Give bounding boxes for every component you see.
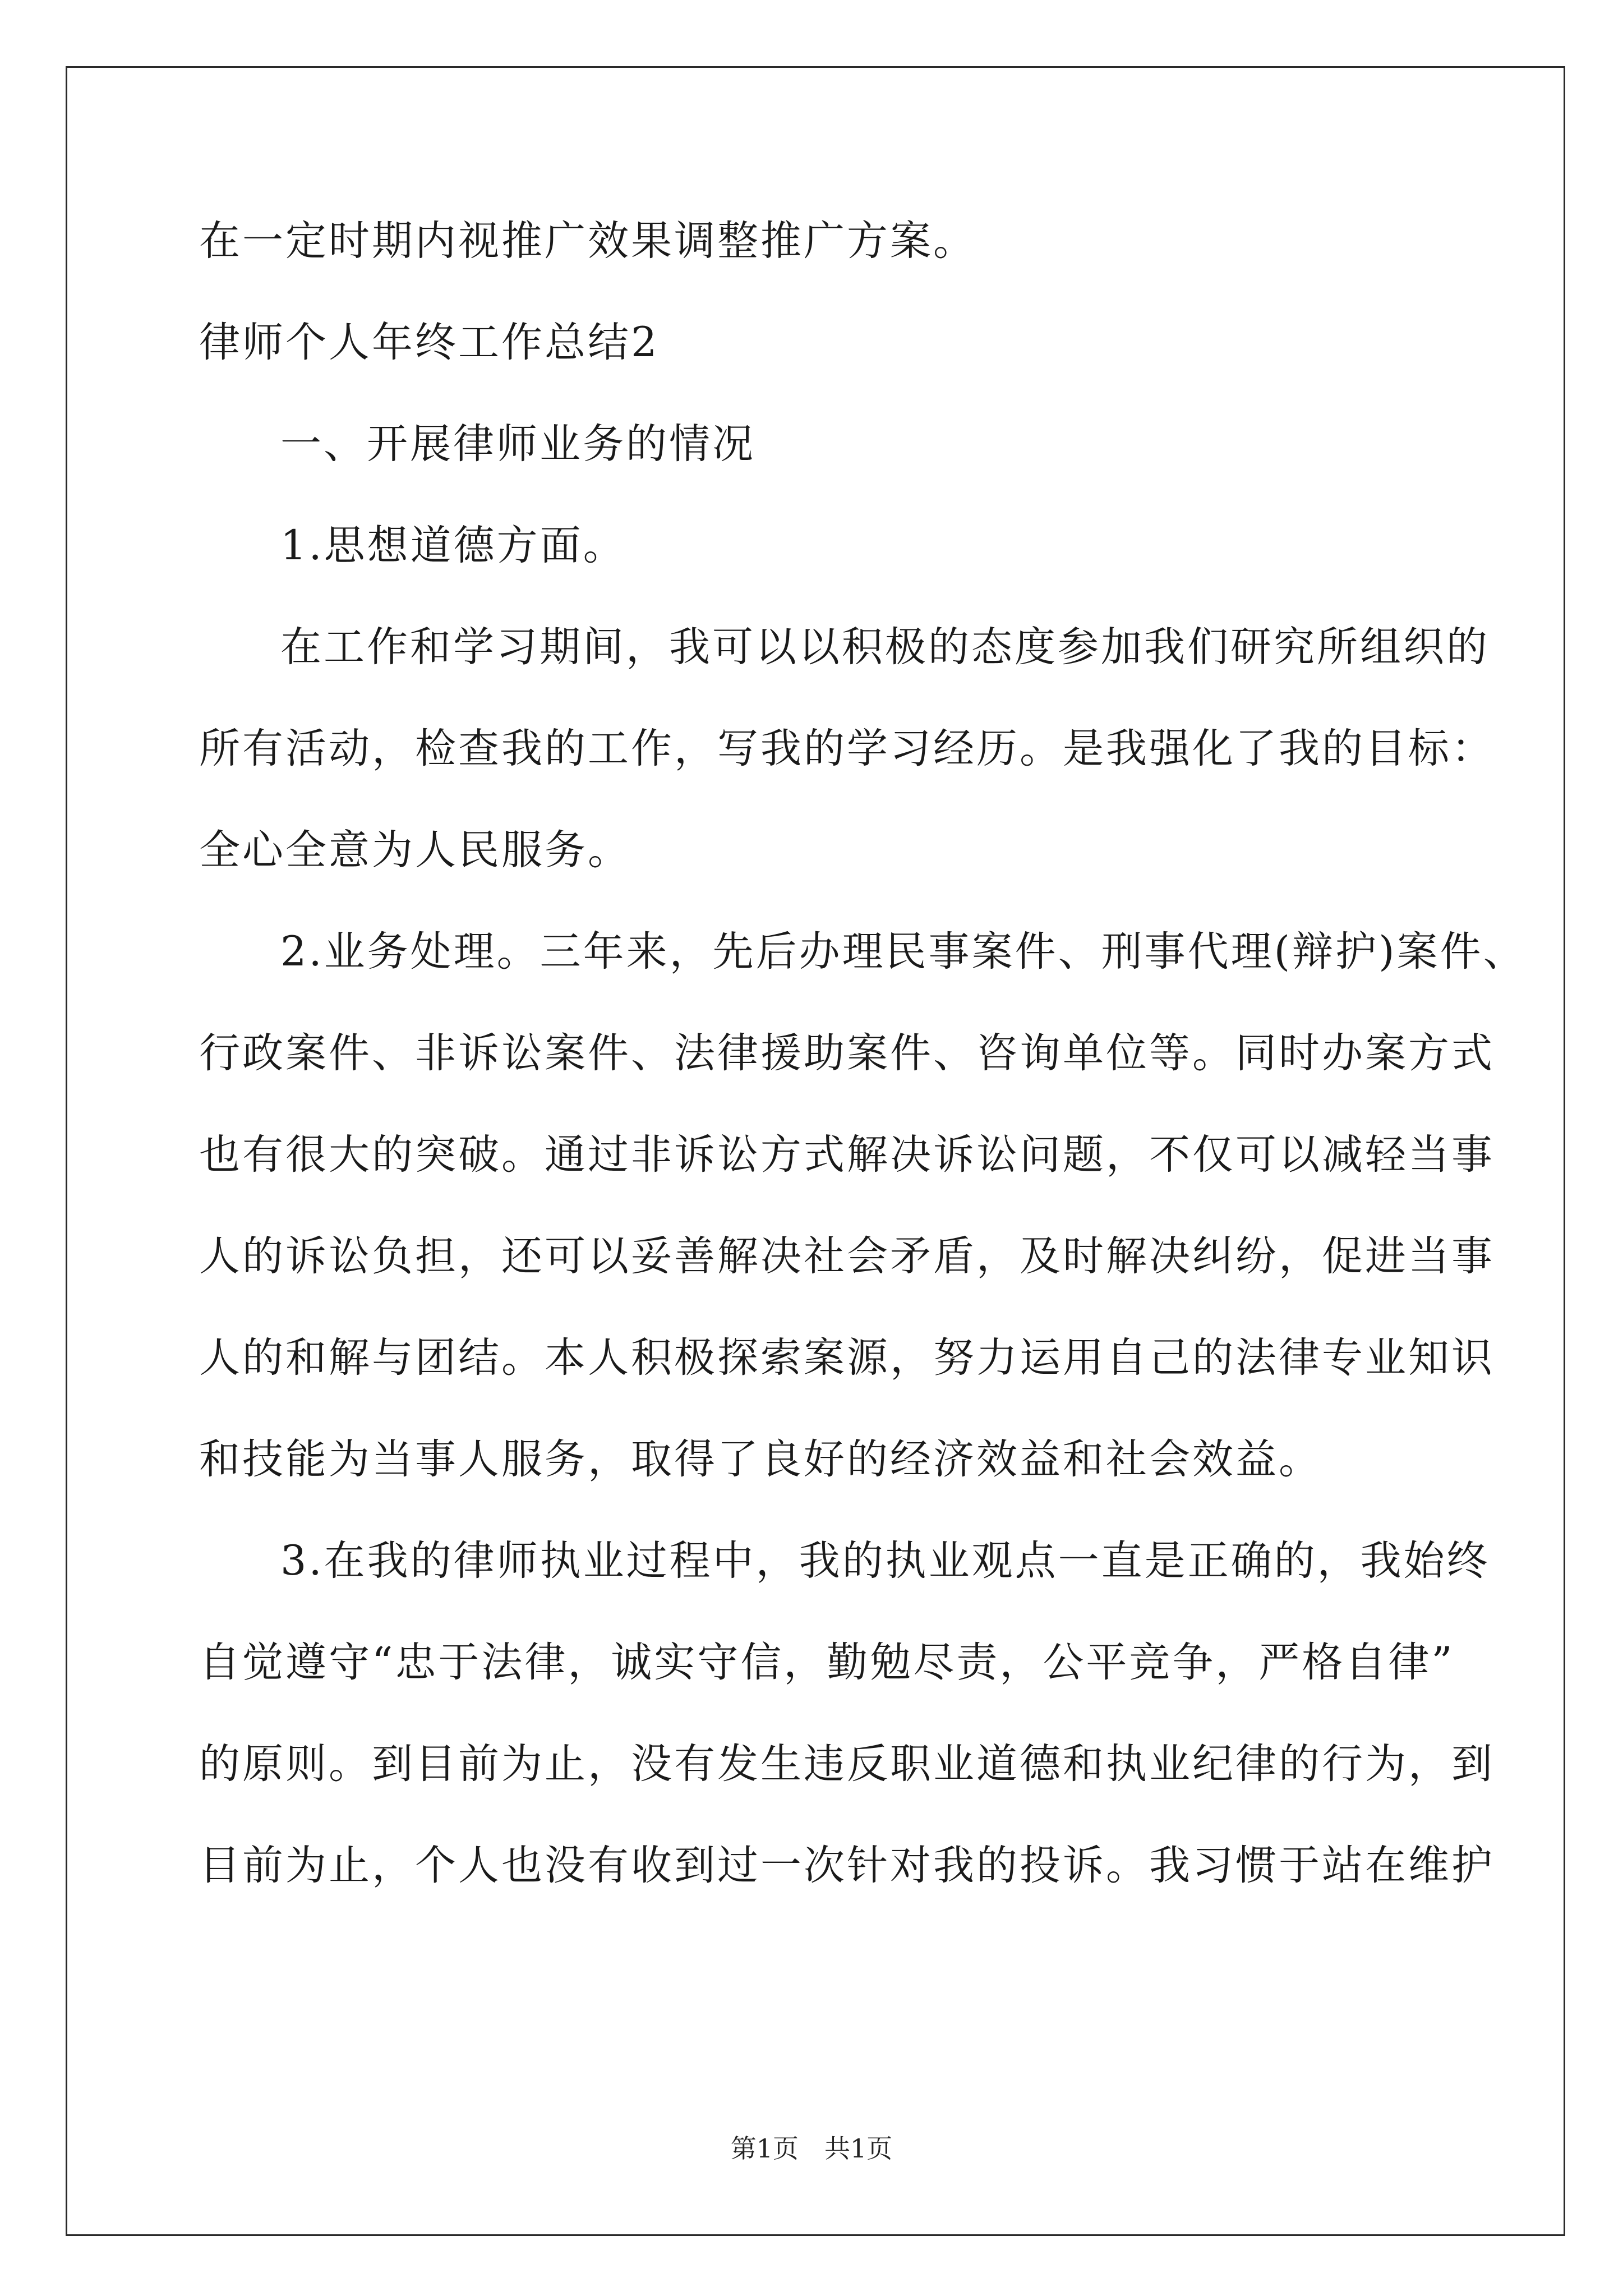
text-line: 自觉遵守“忠于法律，诚实守信，勤勉尽责，公平竞争，严格自律” — [199, 1639, 1455, 1686]
text-line: 在一定时期内视推广效果调整推广方案。 — [199, 217, 976, 265]
text-line: 人的和解与团结。本人积极探索案源，努力运用自己的法律专业知识 — [199, 1334, 1495, 1382]
text-line: 3.在我的律师执业过程中，我的执业观点一直是正确的，我始终 — [280, 1537, 1490, 1585]
section-title: 律师个人年终工作总结2 — [199, 319, 660, 366]
subheading-line: 1.思想道德方面。 — [280, 522, 626, 569]
text-line: 的原则。到目前为止，没有发生违反职业道德和执业纪律的行为，到 — [199, 1740, 1495, 1788]
text-line: 在工作和学习期间，我可以以积极的态度参加我们研究所组织的 — [280, 623, 1490, 671]
text-line: 目前为止，个人也没有收到过一次针对我的投诉。我习惯于站在维护 — [199, 1842, 1495, 1889]
page-footer: 第1页 共1页 — [730, 2133, 893, 2164]
heading-line: 一、开展律师业务的情况 — [280, 420, 755, 468]
text-line: 人的诉讼负担，还可以妥善解决社会矛盾，及时解决纠纷，促进当事 — [199, 1232, 1495, 1280]
text-line: 2.业务处理。三年来，先后办理民事案件、刑事代理(辩护)案件、 — [280, 928, 1527, 976]
text-line: 全心全意为人民服务。 — [199, 826, 631, 874]
text-line: 也有很大的突破。通过非诉讼方式解决诉讼问题，不仅可以减轻当事 — [199, 1131, 1495, 1179]
text-line: 和技能为当事人服务，取得了良好的经济效益和社会效益。 — [199, 1435, 1322, 1483]
text-line: 所有活动，检查我的工作，写我的学习经历。是我强化了我的目标： — [199, 725, 1495, 772]
text-line: 行政案件、非诉讼案件、法律援助案件、咨询单位等。同时办案方式 — [199, 1029, 1495, 1077]
